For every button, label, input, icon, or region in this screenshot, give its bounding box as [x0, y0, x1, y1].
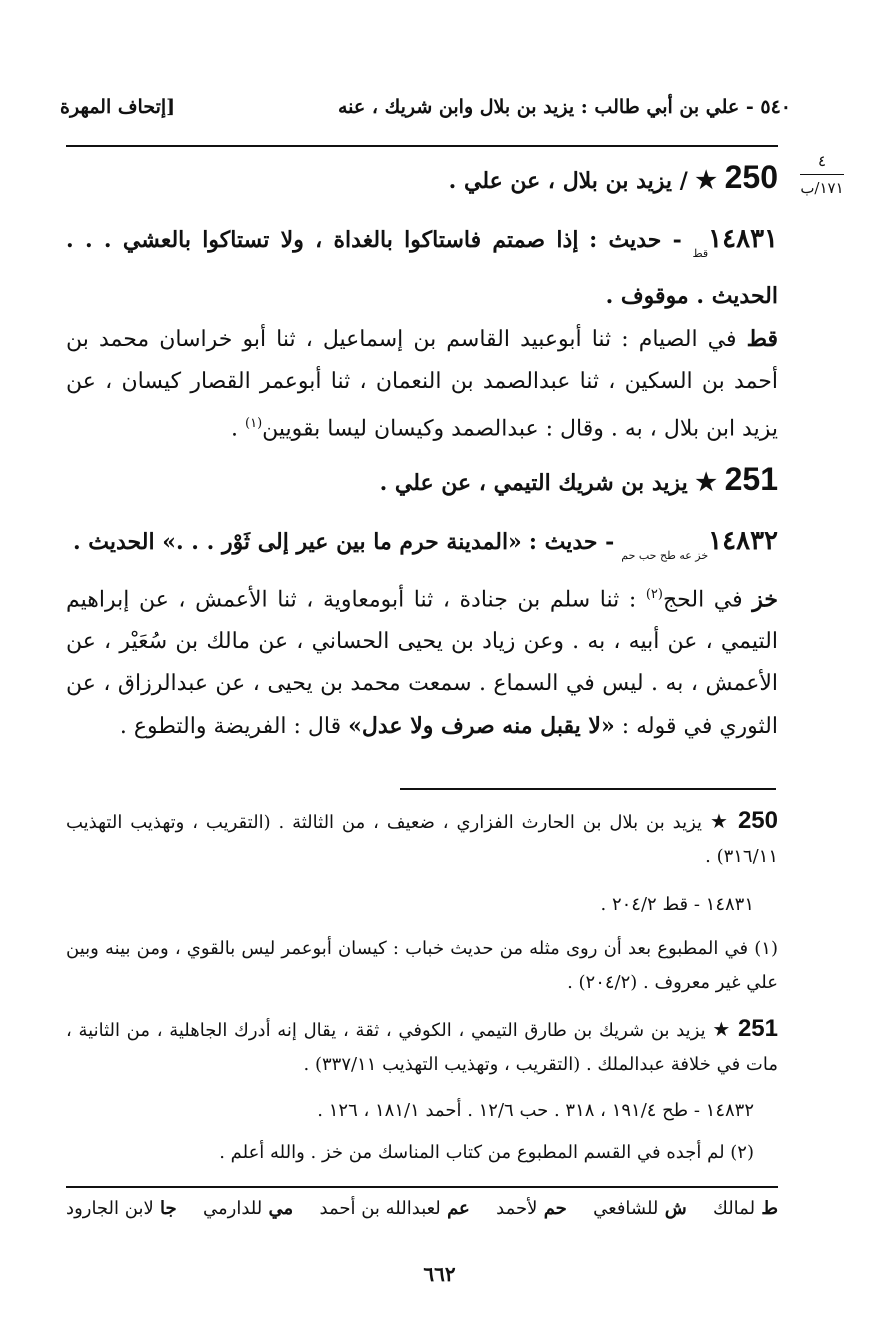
- hadith-14832-sources: [66, 574, 778, 748]
- hadith-text: «المدينة حرم ما بين عير إلى ثَوْر . . .» الحديث .: [72, 529, 522, 555]
- hadith-number: ١٤٨٣١: [708, 224, 778, 254]
- hadith-label: - حديث :: [589, 227, 682, 253]
- entry-heading-text: يزيد بن شريك التيمي ، عن علي .: [379, 470, 688, 496]
- margin-note-bottom: ١٧١/ب: [800, 179, 844, 197]
- abbreviation-item: حم لأحمد: [496, 1198, 567, 1219]
- margin-note-line: [800, 174, 844, 175]
- footnote-text: ١٤٨٣٢ - طح ١٩١/٤ ، ٣١٨ . حب ١٢/٦ . أحمد ١٨١/١ ، ١٢٦ .: [317, 1100, 754, 1121]
- star-icon: ★: [709, 809, 731, 833]
- footnote-separator: [400, 788, 776, 790]
- footnote-number: 250: [737, 807, 778, 834]
- footnote-ref: (١): [245, 416, 263, 431]
- star-icon: ★: [695, 165, 717, 194]
- source-quote: «لا يقبل منه صرف ولا عدل»: [348, 713, 615, 740]
- footnote-text: ١٤٨٣١ - قط ٢٠٤/٢ .: [600, 894, 754, 915]
- source-lead: قط: [746, 326, 778, 352]
- source-lead: خز: [752, 586, 778, 613]
- footnote-text: يزيد بن بلال بن الحارث الفزاري ، ضعيف ، من الثالثة . (التقريب ، وتهذيب التهذيب ٣١٦/١١) .: [66, 812, 778, 867]
- source-text-c: قال : الفريضة والتطوع .: [119, 714, 342, 740]
- running-header-title: ٥٤٠ - علي بن أبي طالب : يزيد بن بلال وابن شريك ، عنه: [337, 96, 791, 118]
- hadith-14831: [66, 218, 778, 318]
- footnote-text: (٢) لم أجده في القسم المطبوع من كتاب المناسك من خز . والله أعلم .: [219, 1142, 754, 1163]
- footnote-14832: [66, 1094, 778, 1128]
- source-text-a: في الحج: [662, 587, 743, 613]
- entry-heading-text: / يزيد بن بلال ، عن علي .: [448, 168, 688, 194]
- entry-number: 251: [724, 461, 778, 497]
- abbreviation-item: ط لمالك: [713, 1198, 778, 1219]
- hadith-number: ١٤٨٣٢: [708, 526, 778, 556]
- abbreviation-item: مي للدارمي: [203, 1198, 294, 1219]
- star-icon: ★: [712, 1017, 732, 1041]
- running-header-book: [إتحاف المهرة: [60, 96, 176, 118]
- hadith-text: إذا صمتم فاستاكوا بالغداة ، ولا تستاكوا بالعشي . . . الحديث . موقوف .: [66, 227, 778, 309]
- source-end: .: [231, 416, 239, 442]
- source-text: في الصيام : ثنا أبوعبيد القاسم بن إسماعيل ، ثنا أبو خراسان محمد بن أحمد بن السكين ، ثنا عبدالصمد بن النعمان ، ثنا أبوعمر القصار كيسان ، عن يزيد ابن بلال ، به . وقال : عبدالصمد وكيسان ليسا بقويين: [66, 327, 778, 442]
- footnote-1: [66, 932, 778, 1000]
- hadith-source-marker: خز عه طح حب حم: [621, 549, 709, 562]
- hadith-14832: [66, 520, 778, 577]
- footnote-text: يزيد بن شريك بن طارق التيمي ، الكوفي ، ثقة ، يقال إنه أدرك الجاهلية ، من الثانية ، مات في خلافة عبدالملك . (التقريب ، وتهذيب التهذيب ٣٣٧/١١) .: [66, 1020, 778, 1075]
- star-icon: ★: [695, 467, 717, 496]
- margin-note-top: ٤: [817, 152, 827, 170]
- footnote-text: (١) في المطبوع بعد أن روى مثله من حديث خباب : كيسان أبوعمر ليس بالقوي ، ومن بينه وبين علي غير معروف . (٢٠٤/٢) .: [66, 938, 778, 993]
- footnote-14831: [66, 888, 778, 922]
- source-text-b: : ثنا سلم بن جنادة ، ثنا أبومعاوية ، ثنا الأعمش ، عن إبراهيم التيمي ، عن أبيه ، به . وعن زياد بن يحيى الحساني ، عن مالك بن سُعَيْر ، عن الأعمش ، به . ليس في السماع . سمعت محمد بن يحيى ، عن عبدالرزاق ، عن الثوري في قوله :: [66, 587, 778, 740]
- entry-heading-250: [66, 156, 778, 202]
- entry-heading-251: [66, 458, 778, 504]
- abbreviation-item: جا لابن الجارود: [66, 1198, 177, 1219]
- margin-note: [794, 150, 850, 199]
- footnote-number: 251: [737, 1015, 778, 1042]
- abbreviation-item: عم لعبدالله بن أحمد: [319, 1198, 470, 1219]
- footnote-250: [66, 804, 778, 874]
- abbreviations-legend: [66, 1198, 778, 1219]
- hadith-label: - حديث :: [528, 529, 615, 555]
- hadith-source-marker: قط: [692, 247, 709, 260]
- entry-number: 250: [724, 159, 778, 195]
- footnote-2: [66, 1136, 778, 1170]
- footer-rule: [66, 1186, 778, 1188]
- hadith-14831-sources: [66, 318, 778, 450]
- header-rule: [66, 145, 778, 147]
- abbreviation-item: ش للشافعي: [593, 1198, 687, 1219]
- footnote-ref: (٢): [645, 587, 663, 602]
- footnote-251: [66, 1012, 778, 1082]
- page-number: ٦٦٢: [423, 1262, 456, 1286]
